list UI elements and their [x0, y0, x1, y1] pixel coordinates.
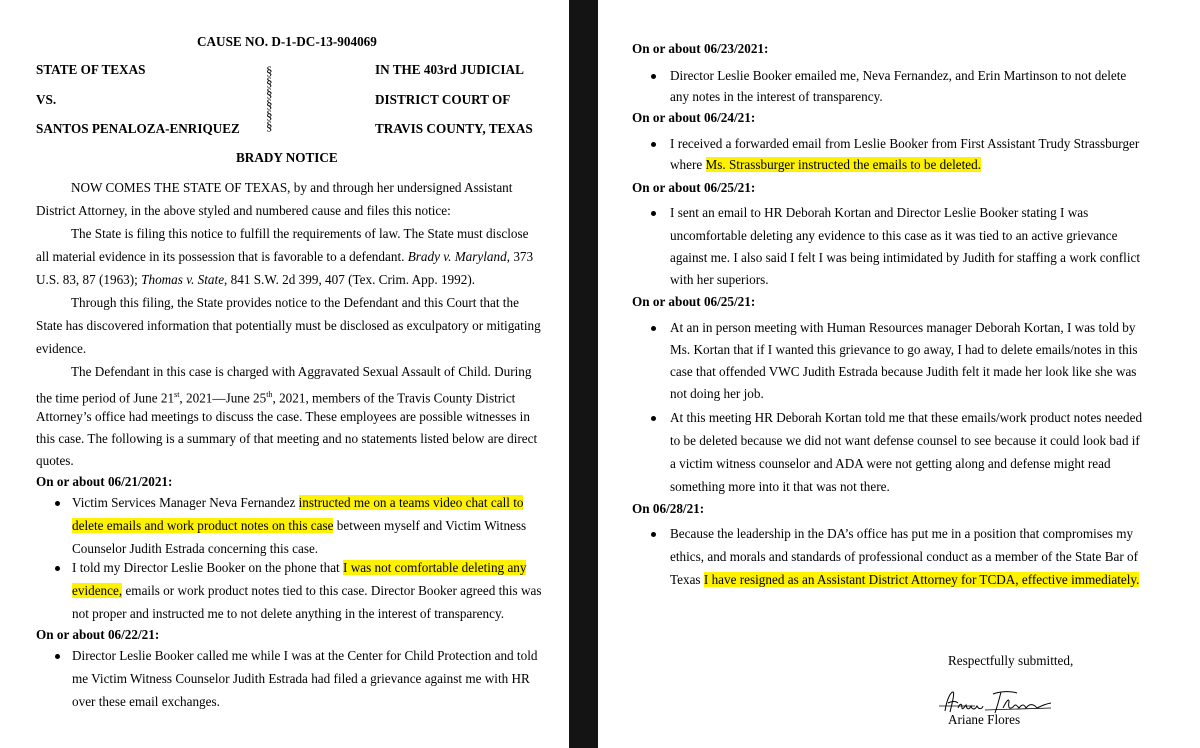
date-heading: On or about 06/25/21: — [632, 180, 756, 195]
bullet-line: Ms. Kortan that if I wanted this grievance to go away, I had to delete emails/notes in this — [670, 342, 1138, 357]
bullet-line: Counselor Judith Estrada concerning this case. — [72, 541, 319, 556]
highlighted-text: instructed me on a teams video chat call to — [298, 495, 524, 510]
section-mark: § — [266, 63, 273, 78]
bullet-line: any notes in the interest of transparency. — [670, 89, 883, 104]
document-title: BRADY NOTICE — [236, 150, 338, 165]
date-heading: On or about 06/23/2021: — [632, 41, 769, 56]
bullet-line: Director Leslie Booker emailed me, Neva Fernandez, and Erin Martinson to not delete — [670, 68, 1127, 83]
bullet-line: At an in person meeting with Human Resources manager Deborah Kortan, I was told by — [670, 320, 1136, 335]
bullet-line: where Ms. Strassburger instructed the emails to be deleted. — [670, 157, 982, 172]
bullet-line: I sent an email to HR Deborah Kortan and Director Leslie Booker stating I was — [670, 205, 1089, 220]
bullet-dot — [651, 142, 656, 147]
date-heading: On or about 06/25/21: — [632, 294, 756, 309]
closing-text: Respectfully submitted, — [948, 653, 1074, 668]
bullet-line: against me. I also said I felt I was being intimidated by Judith for staffing a work conflict — [670, 250, 1140, 265]
caption-plaintiff: STATE OF TEXAS — [36, 62, 146, 77]
bullet-line: I received a forwarded email from Leslie Booker from First Assistant Trudy Strassburger — [670, 136, 1140, 151]
bullet-line: me Victim Witness Counselor Judith Estrada had filed a grievance against me with HR — [72, 671, 530, 686]
para-2-line: U.S. 83, 87 (1963); Thomas v. State, 841 S.W. 2d 399, 407 (Tex. Crim. App. 1992). — [36, 272, 476, 287]
highlighted-text: I have resigned as an Assistant District Attorney for TCDA, effective immediately. — [703, 572, 1140, 587]
bullet-line: Texas I have resigned as an Assistant District Attorney for TCDA, effective immediately. — [670, 572, 1140, 587]
para-2-line: all material evidence in its possession that is favorable to a defendant. Brady v. Maryland, 373 — [36, 249, 534, 264]
bullet-dot — [651, 416, 656, 421]
section-mark: § — [266, 85, 273, 100]
para-2-line: The State is filing this notice to fulfill the requirements of law. The State must disclose — [71, 226, 529, 241]
cause-number: CAUSE NO. D-1-DC-13-904069 — [197, 34, 377, 49]
para-4-line: the time period of June 21st, 2021—June 25th, 2021, members of the Travis County District — [36, 390, 516, 406]
para-4-line: The Defendant in this case is charged with Aggravated Sexual Assault of Child. During — [71, 364, 532, 379]
page-gutter — [569, 0, 598, 748]
date-heading: On 06/28/21: — [632, 501, 705, 516]
signer-name: Ariane Flores — [948, 712, 1021, 727]
bullet-line: Victim Services Manager Neva Fernandez instructed me on a teams video chat call to — [72, 495, 524, 510]
caption-court-2: DISTRICT COURT OF — [375, 92, 511, 107]
bullet-dot — [55, 501, 60, 506]
bullet-line: evidence, emails or work product notes tied to this case. Director Booker agreed this was — [72, 583, 542, 598]
date-heading: On or about 06/24/21: — [632, 110, 756, 125]
section-mark: § — [266, 107, 273, 122]
bullet-line: something more into it that was not there. — [670, 479, 890, 494]
page-left — [0, 0, 569, 748]
bullet-line: over these email exchanges. — [72, 694, 220, 709]
case-citation: Brady v. Maryland — [407, 249, 507, 264]
caption-defendant: SANTOS PENALOZA-ENRIQUEZ — [36, 121, 240, 136]
bullet-dot — [651, 326, 656, 331]
section-mark: § — [266, 96, 273, 111]
para-3-line: State has discovered information that potentially must be disclosed as exculpatory or mitigating — [36, 318, 541, 333]
section-mark: § — [266, 74, 273, 89]
bullet-line: to be deleted because we did not want defense counsel to see because it could look bad if — [670, 433, 1140, 448]
para-4-line: quotes. — [36, 453, 74, 468]
highlighted-text: evidence, — [72, 583, 123, 598]
para-1-line: NOW COMES THE STATE OF TEXAS, by and through her undersigned Assistant — [71, 180, 513, 195]
para-3-line: evidence. — [36, 341, 87, 356]
caption-vs: VS. — [36, 92, 57, 107]
bullet-line: delete emails and work product notes on this case between myself and Victim Witness — [72, 518, 527, 533]
case-citation: Thomas v. State — [141, 272, 225, 287]
highlighted-text: I was not comfortable deleting any — [343, 560, 527, 575]
date-heading: On or about 06/22/21: — [36, 627, 160, 642]
bullet-dot — [651, 532, 656, 537]
bullet-line: ethics, and morals and standards of professional conduct as a member of the State Bar of — [670, 549, 1139, 564]
para-4-line: Attorney’s office had meetings to discuss the case. These employees are possible witnesses in — [36, 409, 530, 424]
bullet-dot — [55, 654, 60, 659]
caption-court-1: IN THE 403rd JUDICIAL — [375, 62, 524, 77]
bullet-dot — [651, 74, 656, 79]
bullet-line: At this meeting HR Deborah Kortan told me that these emails/work product notes needed — [670, 410, 1143, 425]
caption-court-3: TRAVIS COUNTY, TEXAS — [375, 121, 533, 136]
para-3-line: Through this filing, the State provides notice to the Defendant and this Court that the — [71, 295, 519, 310]
highlighted-text: Ms. Strassburger instructed the emails to be deleted. — [705, 157, 982, 172]
bullet-line: a victim witness counselor and ADA were not getting along and defense might read — [670, 456, 1111, 471]
highlighted-text: delete emails and work product notes on this case — [72, 518, 334, 533]
section-mark: § — [266, 118, 273, 133]
bullet-line: Director Leslie Booker called me while I was at the Center for Child Protection and told — [72, 648, 538, 663]
bullet-line: not proper and instructed me to not delete anything in the interest of transparency. — [72, 606, 504, 621]
bullet-line: I told my Director Leslie Booker on the phone that I was not comfortable deleting any — [72, 560, 527, 575]
bullet-line: Because the leadership in the DA’s office has put me in a position that compromises my — [670, 526, 1134, 541]
bullet-line: case that offended VWC Judith Estrada because Judith felt it made her look like she was — [670, 364, 1137, 379]
para-4-line: this case. The following is a summary of that meeting and no statements listed below are direct — [36, 431, 538, 446]
bullet-line: uncomfortable deleting any evidence to this case as it was tied to an active grievance — [670, 228, 1118, 243]
bullet-dot — [55, 566, 60, 571]
para-1-line: District Attorney, in the above styled and numbered cause and files this notice: — [36, 203, 451, 218]
date-heading: On or about 06/21/2021: — [36, 474, 173, 489]
bullet-line: with her superiors. — [670, 272, 769, 287]
bullet-line: not doing her job. — [670, 386, 764, 401]
bullet-dot — [651, 211, 656, 216]
